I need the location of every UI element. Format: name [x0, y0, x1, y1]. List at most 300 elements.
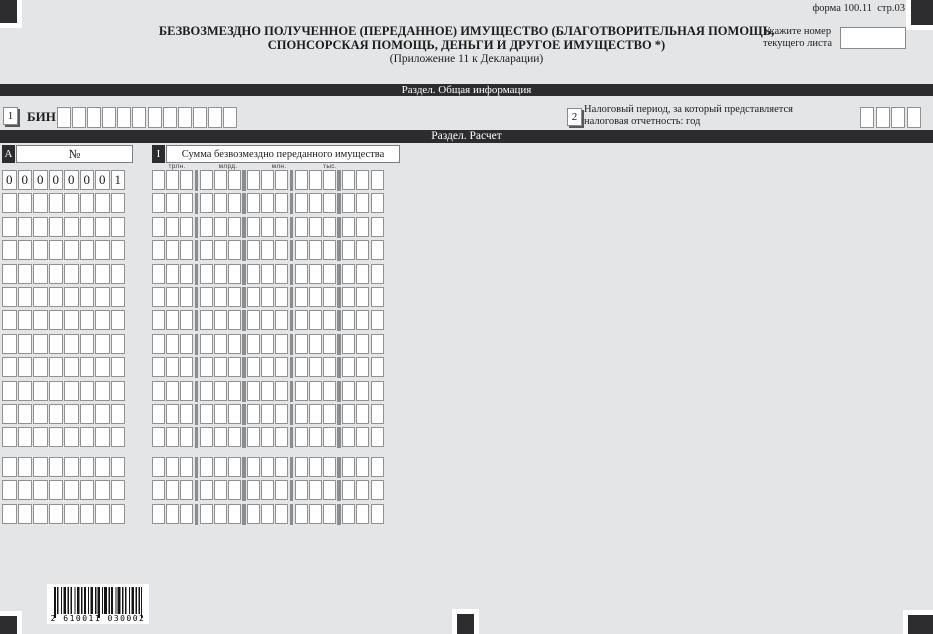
no-digit-cell[interactable] [64, 480, 79, 500]
no-digit-cell[interactable] [80, 240, 95, 260]
sum-digit-cell[interactable] [356, 217, 369, 237]
sum-digit-cell[interactable] [166, 217, 179, 237]
bin-digit-cell[interactable] [178, 107, 192, 128]
no-digit-cell[interactable] [111, 357, 126, 377]
sum-digit-cell[interactable] [214, 404, 227, 424]
sum-digit-cell[interactable] [228, 457, 241, 477]
sum-digit-cell[interactable] [342, 310, 355, 330]
sum-digit-cell[interactable] [228, 334, 241, 354]
sum-digit-cell[interactable] [152, 287, 165, 307]
no-digit-cell[interactable] [49, 357, 64, 377]
sum-digit-cell[interactable] [228, 217, 241, 237]
sum-digit-cell[interactable] [200, 287, 213, 307]
sum-digit-cell[interactable] [309, 404, 322, 424]
sum-digit-cell[interactable] [275, 217, 288, 237]
sum-digit-cell[interactable] [152, 217, 165, 237]
bin-digit-cell[interactable] [223, 107, 237, 128]
sum-digit-cell[interactable] [228, 504, 241, 524]
no-digit-cell[interactable] [80, 217, 95, 237]
sum-digit-cell[interactable] [371, 427, 384, 447]
current-sheet-input[interactable] [840, 27, 906, 49]
sum-digit-cell[interactable] [295, 217, 308, 237]
sum-digit-cell[interactable] [214, 480, 227, 500]
no-digit-cell[interactable] [64, 357, 79, 377]
no-digit-cell[interactable] [33, 427, 48, 447]
sum-digit-cell[interactable] [371, 170, 384, 190]
sum-digit-cell[interactable] [309, 357, 322, 377]
sum-digit-cell[interactable] [214, 217, 227, 237]
sum-digit-cell[interactable] [371, 480, 384, 500]
no-digit-cell[interactable]: 0 [80, 170, 95, 190]
sum-digit-cell[interactable] [228, 357, 241, 377]
no-digit-cell[interactable] [80, 480, 95, 500]
sum-digit-cell[interactable] [152, 240, 165, 260]
no-digit-cell[interactable] [64, 310, 79, 330]
sum-digit-cell[interactable] [309, 427, 322, 447]
no-digit-cell[interactable] [80, 404, 95, 424]
sum-digit-cell[interactable] [309, 334, 322, 354]
sum-digit-cell[interactable] [152, 193, 165, 213]
sum-digit-cell[interactable] [180, 170, 193, 190]
sum-digit-cell[interactable] [200, 504, 213, 524]
sum-digit-cell[interactable] [342, 193, 355, 213]
no-digit-cell[interactable] [2, 217, 17, 237]
no-digit-cell[interactable] [80, 334, 95, 354]
sum-digit-cell[interactable] [275, 287, 288, 307]
sum-digit-cell[interactable] [214, 504, 227, 524]
sum-digit-cell[interactable] [214, 357, 227, 377]
sum-digit-cell[interactable] [295, 170, 308, 190]
sum-digit-cell[interactable] [247, 240, 260, 260]
no-digit-cell[interactable] [33, 310, 48, 330]
no-digit-cell[interactable] [2, 504, 17, 524]
sum-digit-cell[interactable] [275, 240, 288, 260]
sum-digit-cell[interactable] [275, 480, 288, 500]
sum-digit-cell[interactable] [356, 334, 369, 354]
sum-digit-cell[interactable] [295, 240, 308, 260]
sum-digit-cell[interactable] [152, 264, 165, 284]
sum-digit-cell[interactable] [323, 480, 336, 500]
sum-digit-cell[interactable] [228, 480, 241, 500]
sum-digit-cell[interactable] [275, 334, 288, 354]
sum-digit-cell[interactable] [166, 264, 179, 284]
sum-digit-cell[interactable] [261, 357, 274, 377]
sum-digit-cell[interactable] [180, 240, 193, 260]
sum-digit-cell[interactable] [247, 504, 260, 524]
no-digit-cell[interactable] [2, 480, 17, 500]
sum-digit-cell[interactable] [180, 381, 193, 401]
sum-digit-cell[interactable] [371, 404, 384, 424]
sum-digit-cell[interactable] [200, 334, 213, 354]
year-digit-cell[interactable] [860, 107, 874, 128]
bin-digit-cell[interactable] [163, 107, 177, 128]
no-digit-cell[interactable] [64, 457, 79, 477]
bin-digit-cell[interactable] [193, 107, 207, 128]
no-digit-cell[interactable] [95, 217, 110, 237]
no-digit-cell[interactable] [95, 334, 110, 354]
no-digit-cell[interactable] [95, 357, 110, 377]
sum-digit-cell[interactable] [309, 264, 322, 284]
no-digit-cell[interactable] [95, 240, 110, 260]
sum-digit-cell[interactable] [371, 240, 384, 260]
no-digit-cell[interactable] [2, 334, 17, 354]
sum-digit-cell[interactable] [180, 287, 193, 307]
sum-digit-cell[interactable] [228, 287, 241, 307]
sum-digit-cell[interactable] [247, 381, 260, 401]
no-digit-cell[interactable] [95, 457, 110, 477]
no-digit-cell[interactable] [18, 310, 33, 330]
no-digit-cell[interactable] [2, 427, 17, 447]
sum-digit-cell[interactable] [309, 310, 322, 330]
sum-digit-cell[interactable] [180, 334, 193, 354]
sum-digit-cell[interactable] [356, 480, 369, 500]
no-digit-cell[interactable] [80, 457, 95, 477]
no-digit-cell[interactable] [33, 217, 48, 237]
sum-digit-cell[interactable] [200, 310, 213, 330]
no-digit-cell[interactable] [64, 427, 79, 447]
no-digit-cell[interactable] [18, 334, 33, 354]
sum-digit-cell[interactable] [166, 287, 179, 307]
sum-digit-cell[interactable] [323, 310, 336, 330]
no-digit-cell[interactable] [18, 240, 33, 260]
sum-digit-cell[interactable] [180, 310, 193, 330]
sum-digit-cell[interactable] [261, 287, 274, 307]
sum-digit-cell[interactable] [356, 287, 369, 307]
sum-digit-cell[interactable] [275, 427, 288, 447]
sum-digit-cell[interactable] [166, 404, 179, 424]
sum-digit-cell[interactable] [323, 240, 336, 260]
sum-digit-cell[interactable] [323, 217, 336, 237]
sum-digit-cell[interactable] [371, 381, 384, 401]
sum-digit-cell[interactable] [275, 357, 288, 377]
no-digit-cell[interactable] [80, 193, 95, 213]
sum-digit-cell[interactable] [200, 457, 213, 477]
no-digit-cell[interactable] [33, 504, 48, 524]
sum-digit-cell[interactable] [166, 427, 179, 447]
no-digit-cell[interactable] [64, 240, 79, 260]
bin-digit-cell[interactable] [208, 107, 222, 128]
sum-digit-cell[interactable] [261, 427, 274, 447]
sum-digit-cell[interactable] [275, 170, 288, 190]
sum-digit-cell[interactable] [166, 357, 179, 377]
sum-digit-cell[interactable] [228, 193, 241, 213]
sum-digit-cell[interactable] [356, 310, 369, 330]
sum-digit-cell[interactable] [342, 287, 355, 307]
no-digit-cell[interactable] [111, 310, 126, 330]
no-digit-cell[interactable] [49, 427, 64, 447]
sum-digit-cell[interactable] [371, 264, 384, 284]
no-digit-cell[interactable] [64, 404, 79, 424]
no-digit-cell[interactable] [95, 264, 110, 284]
sum-digit-cell[interactable] [323, 334, 336, 354]
no-digit-cell[interactable] [33, 287, 48, 307]
no-digit-cell[interactable] [2, 457, 17, 477]
sum-digit-cell[interactable] [180, 217, 193, 237]
sum-digit-cell[interactable] [214, 264, 227, 284]
sum-digit-cell[interactable] [247, 287, 260, 307]
sum-digit-cell[interactable] [275, 457, 288, 477]
no-digit-cell[interactable] [2, 357, 17, 377]
bin-digit-cell[interactable] [102, 107, 116, 128]
no-digit-cell[interactable] [80, 264, 95, 284]
sum-digit-cell[interactable] [356, 404, 369, 424]
sum-digit-cell[interactable] [228, 264, 241, 284]
sum-digit-cell[interactable] [261, 404, 274, 424]
no-digit-cell[interactable]: 0 [64, 170, 79, 190]
sum-digit-cell[interactable] [323, 504, 336, 524]
no-digit-cell[interactable] [64, 217, 79, 237]
no-digit-cell[interactable] [95, 427, 110, 447]
sum-digit-cell[interactable] [180, 264, 193, 284]
sum-digit-cell[interactable] [166, 170, 179, 190]
sum-digit-cell[interactable] [214, 457, 227, 477]
sum-digit-cell[interactable] [247, 404, 260, 424]
no-digit-cell[interactable] [49, 381, 64, 401]
no-digit-cell[interactable] [64, 334, 79, 354]
sum-digit-cell[interactable] [200, 170, 213, 190]
sum-digit-cell[interactable] [261, 457, 274, 477]
sum-digit-cell[interactable] [342, 381, 355, 401]
sum-digit-cell[interactable] [356, 504, 369, 524]
no-digit-cell[interactable] [64, 193, 79, 213]
no-digit-cell[interactable] [18, 357, 33, 377]
no-digit-cell[interactable] [49, 310, 64, 330]
sum-digit-cell[interactable] [200, 427, 213, 447]
sum-digit-cell[interactable] [261, 381, 274, 401]
no-digit-cell[interactable] [49, 217, 64, 237]
no-digit-cell[interactable] [49, 504, 64, 524]
no-digit-cell[interactable]: 1 [111, 170, 126, 190]
sum-digit-cell[interactable] [247, 170, 260, 190]
sum-digit-cell[interactable] [275, 504, 288, 524]
sum-digit-cell[interactable] [200, 240, 213, 260]
sum-digit-cell[interactable] [228, 381, 241, 401]
sum-digit-cell[interactable] [228, 170, 241, 190]
no-digit-cell[interactable] [18, 217, 33, 237]
sum-digit-cell[interactable] [371, 457, 384, 477]
sum-digit-cell[interactable] [295, 334, 308, 354]
sum-digit-cell[interactable] [180, 480, 193, 500]
no-digit-cell[interactable] [111, 404, 126, 424]
sum-digit-cell[interactable] [152, 357, 165, 377]
sum-digit-cell[interactable] [342, 170, 355, 190]
sum-digit-cell[interactable] [247, 457, 260, 477]
no-digit-cell[interactable] [80, 310, 95, 330]
sum-digit-cell[interactable] [371, 504, 384, 524]
no-digit-cell[interactable] [33, 240, 48, 260]
sum-digit-cell[interactable] [214, 310, 227, 330]
sum-digit-cell[interactable] [152, 381, 165, 401]
sum-digit-cell[interactable] [309, 217, 322, 237]
no-digit-cell[interactable] [80, 504, 95, 524]
sum-digit-cell[interactable] [152, 457, 165, 477]
bin-digit-cell[interactable] [117, 107, 131, 128]
sum-digit-cell[interactable] [247, 427, 260, 447]
sum-digit-cell[interactable] [180, 193, 193, 213]
sum-digit-cell[interactable] [309, 240, 322, 260]
sum-digit-cell[interactable] [247, 334, 260, 354]
no-digit-cell[interactable] [111, 287, 126, 307]
sum-digit-cell[interactable] [228, 404, 241, 424]
sum-digit-cell[interactable] [295, 427, 308, 447]
sum-digit-cell[interactable] [295, 404, 308, 424]
no-digit-cell[interactable] [33, 480, 48, 500]
sum-digit-cell[interactable] [309, 504, 322, 524]
bin-digit-cell[interactable] [72, 107, 86, 128]
year-digit-cell[interactable] [907, 107, 921, 128]
sum-digit-cell[interactable] [152, 334, 165, 354]
sum-digit-cell[interactable] [371, 287, 384, 307]
no-digit-cell[interactable]: 0 [33, 170, 48, 190]
no-digit-cell[interactable] [111, 240, 126, 260]
no-digit-cell[interactable] [80, 287, 95, 307]
no-digit-cell[interactable] [33, 193, 48, 213]
sum-digit-cell[interactable] [166, 457, 179, 477]
sum-digit-cell[interactable] [166, 480, 179, 500]
no-digit-cell[interactable] [33, 357, 48, 377]
no-digit-cell[interactable] [111, 264, 126, 284]
no-digit-cell[interactable] [49, 287, 64, 307]
sum-digit-cell[interactable] [152, 427, 165, 447]
no-digit-cell[interactable] [80, 357, 95, 377]
sum-digit-cell[interactable] [295, 480, 308, 500]
sum-digit-cell[interactable] [295, 504, 308, 524]
no-digit-cell[interactable] [49, 480, 64, 500]
no-digit-cell[interactable] [95, 404, 110, 424]
sum-digit-cell[interactable] [309, 170, 322, 190]
sum-digit-cell[interactable] [214, 193, 227, 213]
no-digit-cell[interactable] [18, 193, 33, 213]
no-digit-cell[interactable] [111, 334, 126, 354]
sum-digit-cell[interactable] [356, 381, 369, 401]
sum-digit-cell[interactable] [275, 310, 288, 330]
year-digit-cell[interactable] [891, 107, 905, 128]
sum-digit-cell[interactable] [214, 240, 227, 260]
sum-digit-cell[interactable] [152, 310, 165, 330]
sum-digit-cell[interactable] [152, 404, 165, 424]
sum-digit-cell[interactable] [295, 357, 308, 377]
no-digit-cell[interactable] [111, 480, 126, 500]
no-digit-cell[interactable] [111, 217, 126, 237]
sum-digit-cell[interactable] [371, 217, 384, 237]
sum-digit-cell[interactable] [371, 334, 384, 354]
sum-digit-cell[interactable] [261, 334, 274, 354]
no-digit-cell[interactable] [18, 504, 33, 524]
no-digit-cell[interactable] [18, 480, 33, 500]
sum-digit-cell[interactable] [371, 310, 384, 330]
no-digit-cell[interactable]: 0 [2, 170, 17, 190]
sum-digit-cell[interactable] [261, 240, 274, 260]
sum-digit-cell[interactable] [247, 480, 260, 500]
sum-digit-cell[interactable] [356, 193, 369, 213]
no-digit-cell[interactable] [18, 381, 33, 401]
sum-digit-cell[interactable] [261, 310, 274, 330]
no-digit-cell[interactable] [111, 381, 126, 401]
sum-digit-cell[interactable] [323, 264, 336, 284]
sum-digit-cell[interactable] [342, 480, 355, 500]
sum-digit-cell[interactable] [323, 381, 336, 401]
sum-digit-cell[interactable] [342, 457, 355, 477]
sum-digit-cell[interactable] [323, 170, 336, 190]
sum-digit-cell[interactable] [309, 193, 322, 213]
no-digit-cell[interactable] [2, 287, 17, 307]
sum-digit-cell[interactable] [228, 310, 241, 330]
sum-digit-cell[interactable] [261, 217, 274, 237]
sum-digit-cell[interactable] [356, 427, 369, 447]
no-digit-cell[interactable] [64, 504, 79, 524]
no-digit-cell[interactable] [95, 287, 110, 307]
no-digit-cell[interactable] [2, 381, 17, 401]
sum-digit-cell[interactable] [342, 264, 355, 284]
no-digit-cell[interactable] [80, 427, 95, 447]
sum-digit-cell[interactable] [342, 404, 355, 424]
sum-digit-cell[interactable] [342, 217, 355, 237]
no-digit-cell[interactable] [18, 457, 33, 477]
sum-digit-cell[interactable] [180, 427, 193, 447]
no-digit-cell[interactable] [33, 404, 48, 424]
sum-digit-cell[interactable] [323, 193, 336, 213]
no-digit-cell[interactable] [49, 334, 64, 354]
sum-digit-cell[interactable] [342, 357, 355, 377]
sum-digit-cell[interactable] [214, 381, 227, 401]
sum-digit-cell[interactable] [166, 334, 179, 354]
no-digit-cell[interactable] [33, 457, 48, 477]
no-digit-cell[interactable] [95, 504, 110, 524]
sum-digit-cell[interactable] [247, 310, 260, 330]
no-digit-cell[interactable]: 0 [18, 170, 33, 190]
no-digit-cell[interactable] [2, 193, 17, 213]
no-digit-cell[interactable] [18, 264, 33, 284]
no-digit-cell[interactable] [111, 504, 126, 524]
no-digit-cell[interactable] [33, 381, 48, 401]
sum-digit-cell[interactable] [342, 427, 355, 447]
sum-digit-cell[interactable] [342, 240, 355, 260]
sum-digit-cell[interactable] [214, 334, 227, 354]
no-digit-cell[interactable] [111, 457, 126, 477]
sum-digit-cell[interactable] [247, 357, 260, 377]
no-digit-cell[interactable] [49, 264, 64, 284]
sum-digit-cell[interactable] [342, 334, 355, 354]
sum-digit-cell[interactable] [295, 457, 308, 477]
sum-digit-cell[interactable] [295, 287, 308, 307]
sum-digit-cell[interactable] [166, 240, 179, 260]
sum-digit-cell[interactable] [200, 217, 213, 237]
no-digit-cell[interactable] [49, 457, 64, 477]
sum-digit-cell[interactable] [295, 310, 308, 330]
sum-digit-cell[interactable] [261, 193, 274, 213]
sum-digit-cell[interactable] [180, 357, 193, 377]
bin-digit-cell[interactable] [132, 107, 146, 128]
sum-digit-cell[interactable] [275, 264, 288, 284]
no-digit-cell[interactable] [2, 240, 17, 260]
no-digit-cell[interactable] [18, 427, 33, 447]
sum-digit-cell[interactable] [166, 310, 179, 330]
sum-digit-cell[interactable] [356, 240, 369, 260]
sum-digit-cell[interactable] [261, 170, 274, 190]
sum-digit-cell[interactable] [323, 427, 336, 447]
sum-digit-cell[interactable] [200, 193, 213, 213]
no-digit-cell[interactable] [18, 404, 33, 424]
sum-digit-cell[interactable] [247, 217, 260, 237]
sum-digit-cell[interactable] [200, 404, 213, 424]
sum-digit-cell[interactable] [261, 504, 274, 524]
sum-digit-cell[interactable] [323, 404, 336, 424]
sum-digit-cell[interactable] [342, 504, 355, 524]
sum-digit-cell[interactable] [228, 427, 241, 447]
sum-digit-cell[interactable] [214, 287, 227, 307]
bin-digit-cell[interactable] [148, 107, 162, 128]
no-digit-cell[interactable] [95, 310, 110, 330]
